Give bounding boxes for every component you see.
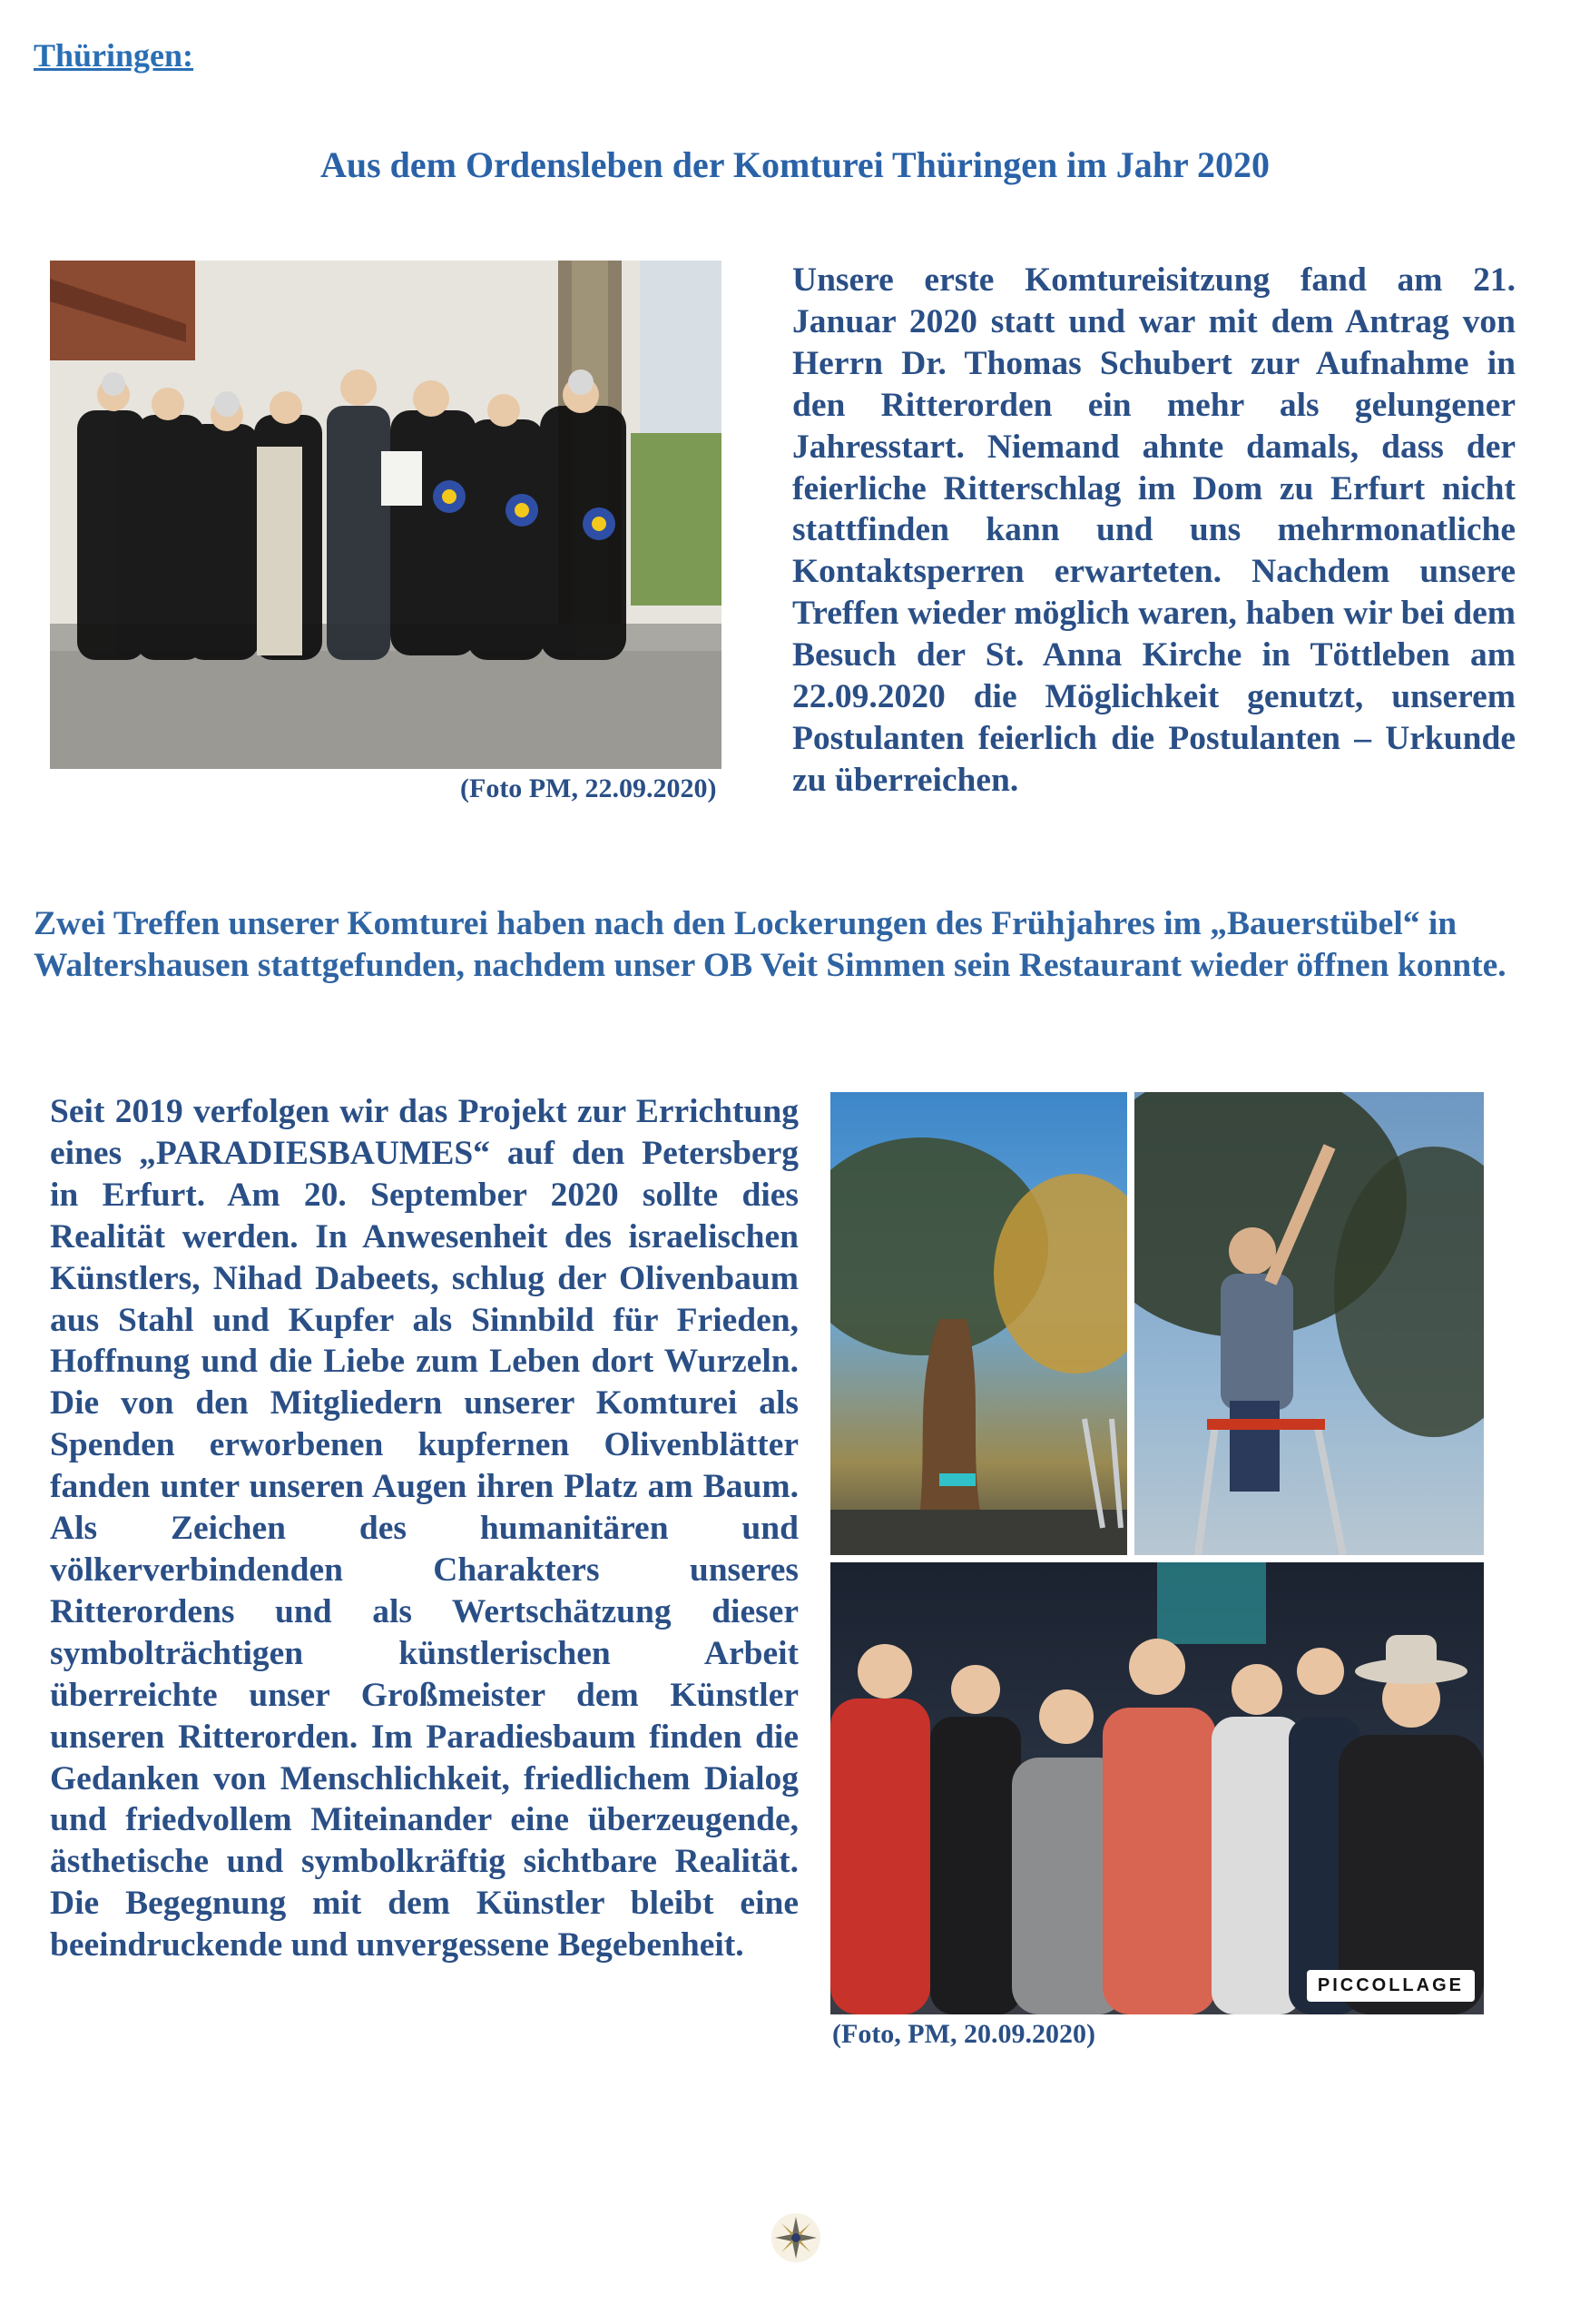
piccollage-logo: PICCOLLAGE — [1307, 1970, 1475, 2002]
man-on-ladder-photo — [1134, 1092, 1484, 1555]
investiture-group-photo — [50, 261, 721, 769]
paradise-tree-collage — [830, 1092, 1484, 2014]
photo-caption: (Foto PM, 22.09.2020) — [460, 773, 717, 803]
paragraph-meeting: Unsere erste Komtureisitzung fand am 21. Januar 2020 statt und war mit dem Antrag von Herrn Dr. Thomas Schubert zur Aufnahme in den Ritterorden ein mehr als gelungener Jahresstart. Niemand ahnte damals, dass der feierliche Ritterschlag im Dom zu Erfurt nicht stattfinden kann und uns mehrmonatliche Kontaktsperren erwarteten. Nachdem unsere Treffen wieder möglich waren, haben wir bei dem Besuch der St. Anna Kirche in Töttleben am 22.09.2020 die Möglichkeit genutzt, unserem Postulanten feierlich die Postulanten – Urkunde zu überreichen. — [792, 261, 1516, 799]
paragraph-meetings-waltershausen: Zwei Treffen unserer Komturei haben nach den Lockerungen des Frühjahres im „Bauerstübel“ in Waltershausen stattgefunden, nachdem unser OB Veit Simmen sein Restaurant wieder öffnen konnte. — [34, 905, 1507, 984]
page-title: Aus dem Ordensleben der Komturei Thüringen im Jahr 2020 — [319, 144, 1270, 185]
order-star-icon — [770, 2211, 822, 2264]
photo-caption: (Foto, PM, 20.09.2020) — [832, 2019, 1095, 2049]
region-label: Thüringen: — [34, 37, 194, 74]
group-with-artist-photo — [830, 1562, 1484, 2014]
steel-olive-tree-photo — [830, 1092, 1127, 1555]
paragraph-paradise-tree: Seit 2019 verfolgen wir das Projekt zur Errichtung eines „PARADIESBAUMES“ auf den Petersberg in Erfurt. Am 20. September 2020 sollte dies Realität werden. In Anwesenheit des israelischen Künstlers, Nihad Dabeets, schlug der Olivenbaum aus Stahl und Kupfer als Sinnbild für Frieden, Hoffnung und die Liebe zum Leben dort Wurzeln. Die von den Mitgliedern unserer Komturei als Spenden erworbenen kupfernen Olivenblätter fanden unter unseren Augen ihren Platz am Baum. Als Zeichen des humanitären und völkerverbindenden Charakters unseres Ritterordens und als Wertschätzung dieser symbolträchtigen künstlerischen Arbeit überreichte unser Großmeister dem Künstler unseren Ritterorden. Im Paradiesbaum finden die Gedanken von Menschlichkeit, friedlichem Dialog und friedvollem Miteinander eine überzeugende, ästhetische und symbolkräftig sichtbare Realität. Die Begegnung mit dem Künstler bleibt eine beeindruckende und unvergessene Begebenheit. — [50, 1093, 799, 1965]
